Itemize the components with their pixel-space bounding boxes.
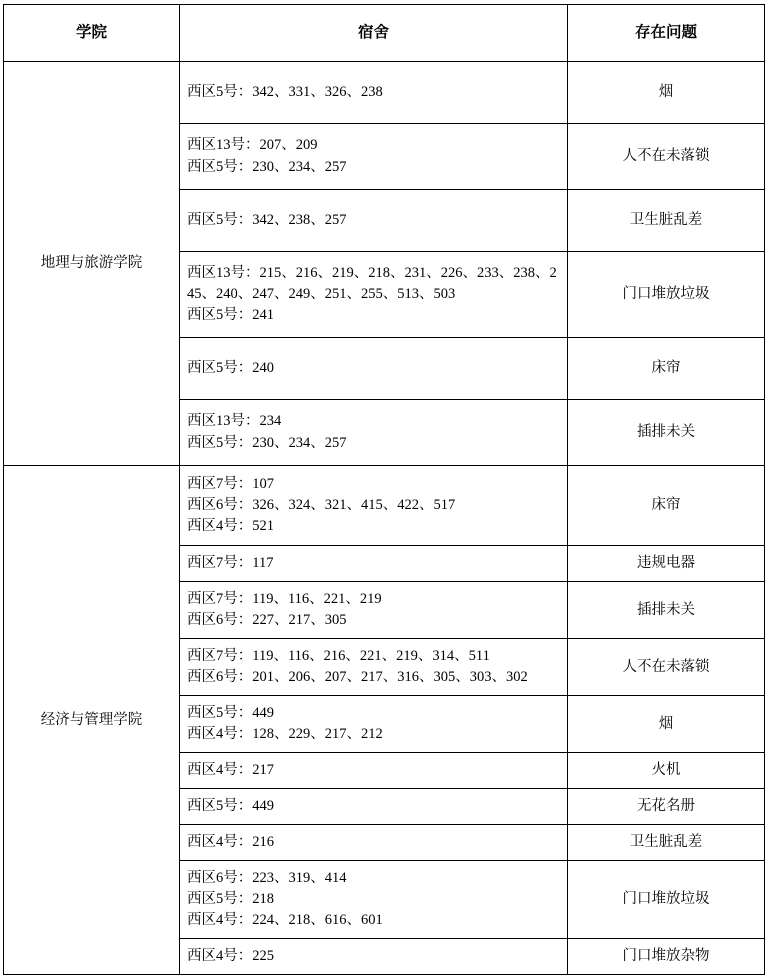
column-header-issue: 存在问题 <box>568 5 765 62</box>
cell-dorm <box>180 639 568 696</box>
dorm-line: 西区13号：234 <box>187 413 282 430</box>
column-header-college: 学院 <box>4 5 180 62</box>
cell-dorm <box>180 252 568 338</box>
table-header-row <box>4 5 765 62</box>
cell-issue: 人不在未落锁 <box>568 124 765 190</box>
dorm-line: 西区5号：230、234、257 <box>187 434 347 451</box>
cell-dorm <box>180 546 568 582</box>
column-header-dorm: 宿舍 <box>180 5 568 62</box>
cell-dorm <box>180 582 568 639</box>
cell-issue: 床帘 <box>568 338 765 400</box>
table-body <box>4 62 765 975</box>
table-row <box>4 62 765 124</box>
dorm-line: 西区5号：342、238、257 <box>187 211 347 228</box>
cell-dorm <box>180 939 568 975</box>
dorm-line: 西区7号：107 <box>187 475 274 492</box>
table-row <box>4 466 765 546</box>
cell-dorm <box>180 861 568 939</box>
cell-dorm <box>180 338 568 400</box>
cell-issue: 卫生脏乱差 <box>568 190 765 252</box>
cell-college: 地理与旅游学院 <box>4 62 180 466</box>
dorm-line: 西区13号：215、216、219、218、231、226、233、238、245、240、247、249、251、255、513、503 <box>187 264 557 302</box>
cell-issue: 卫生脏乱差 <box>568 825 765 861</box>
dorm-line: 西区7号：119、116、216、221、219、314、511 <box>187 648 490 665</box>
cell-dorm <box>180 62 568 124</box>
cell-issue: 门口堆放杂物 <box>568 939 765 975</box>
dorm-line: 西区5号：449 <box>187 705 274 722</box>
dorm-line: 西区4号：216 <box>187 834 274 851</box>
dorm-line: 西区7号：119、116、221、219 <box>187 591 382 608</box>
cell-issue: 门口堆放垃圾 <box>568 252 765 338</box>
dorm-line: 西区4号：225 <box>187 948 274 965</box>
cell-dorm <box>180 400 568 466</box>
cell-issue: 烟 <box>568 696 765 753</box>
dorm-line: 西区6号：201、206、207、217、316、305、303、302 <box>187 669 528 686</box>
dorm-line: 西区5号：342、331、326、238 <box>187 83 383 100</box>
dorm-line: 西区4号：521 <box>187 518 274 534</box>
dorm-line: 西区5号：449 <box>187 798 274 815</box>
cell-issue: 门口堆放垃圾 <box>568 861 765 939</box>
cell-dorm <box>180 789 568 825</box>
cell-issue: 插排未关 <box>568 582 765 639</box>
cell-issue: 违规电器 <box>568 546 765 582</box>
cell-issue: 烟 <box>568 62 765 124</box>
cell-dorm <box>180 825 568 861</box>
dorm-line: 西区5号：218 <box>187 891 274 908</box>
dorm-line: 西区13号：207、209 <box>187 137 318 154</box>
cell-college: 经济与管理学院 <box>4 466 180 975</box>
dorm-line: 西区4号：128、229、217、212 <box>187 726 383 743</box>
dorm-inspection-table <box>3 4 765 975</box>
dorm-line: 西区6号：227、217、305 <box>187 612 347 629</box>
dorm-line: 西区5号：240 <box>187 359 274 376</box>
dorm-line: 西区6号：223、319、414 <box>187 870 347 887</box>
dorm-line: 西区4号：224、218、616、601 <box>187 912 383 929</box>
dorm-line: 西区6号：326、324、321、415、422、517 <box>187 496 456 513</box>
table-header <box>4 5 765 62</box>
cell-dorm <box>180 124 568 190</box>
dorm-line: 西区5号：241 <box>187 307 274 323</box>
cell-dorm <box>180 190 568 252</box>
cell-issue: 火机 <box>568 753 765 789</box>
cell-dorm <box>180 696 568 753</box>
cell-dorm <box>180 753 568 789</box>
dorm-line: 西区4号：217 <box>187 762 274 779</box>
cell-issue: 床帘 <box>568 466 765 546</box>
dorm-line: 西区5号：230、234、257 <box>187 158 347 175</box>
cell-issue: 人不在未落锁 <box>568 639 765 696</box>
cell-issue: 无花名册 <box>568 789 765 825</box>
cell-issue: 插排未关 <box>568 400 765 466</box>
cell-dorm <box>180 466 568 546</box>
dorm-line: 西区7号：117 <box>187 555 274 571</box>
